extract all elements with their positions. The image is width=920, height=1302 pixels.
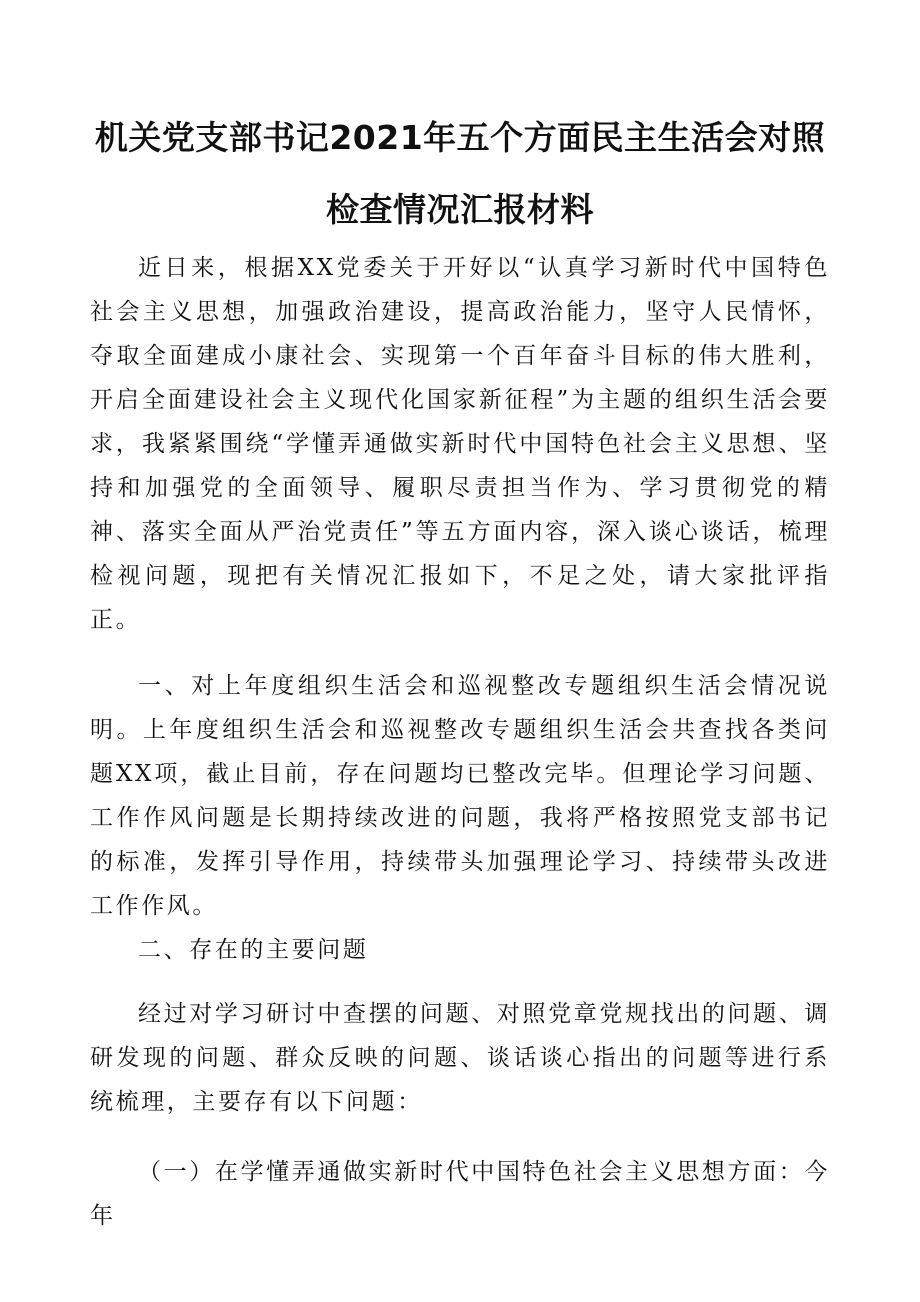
paragraph-intro: 近日来，根据XX党委关于开好以“认真学习新时代中国特色社会主义思想，加强政治建设，提高政治能力，坚守人民情怀，夺取全面建成小康社会、实现第一个百年奋斗目标的伟大胜利，开启全面建设社会主义现代化国家新征程”为主题的组织生活会要求，我紧紧围绕“学懂弄通做实新时代中国特色社会主义思想、坚持和加强党的全面领导、履职尽责担当作为、学习贯彻党的精神、落实全面从严治党责任”等五方面内容，深入谈心谈话，梳理检视问题，现把有关情况汇报如下，不足之处，请大家批评指正。 (90, 255, 830, 633)
document-title-line-1: 机关党支部书记2021年五个方面民主生活会对照 (94, 118, 826, 157)
paragraph-summary: 经过对学习研讨中查摆的问题、对照党章党规找出的问题、调研发现的问题、群众反映的问题、谈话谈心指出的问题等进行系统梳理，主要存有以下问题： (90, 1001, 830, 1115)
paragraph-subsection-one: （一）在学懂弄通做实新时代中国特色社会主义思想方面：今年 (90, 1159, 830, 1229)
paragraph-section-two-heading: 二、存在的主要问题 (138, 937, 369, 963)
paragraph-section-one: 一、对上年度组织生活会和巡视整改专题组织生活会情况说明。上年度组织生活会和巡视整改专题组织生活会共查找各类问题XX项，截止目前，存在问题均已整改完毕。但理论学习问题、工作作风问题是长期持续改进的问题，我将严格按照党支部书记的标准，发挥引导作用，持续带头加强理论学习、持续带头改进工作作风。 (90, 673, 830, 919)
document-title-line-2: 检查情况汇报材料 (326, 190, 594, 229)
